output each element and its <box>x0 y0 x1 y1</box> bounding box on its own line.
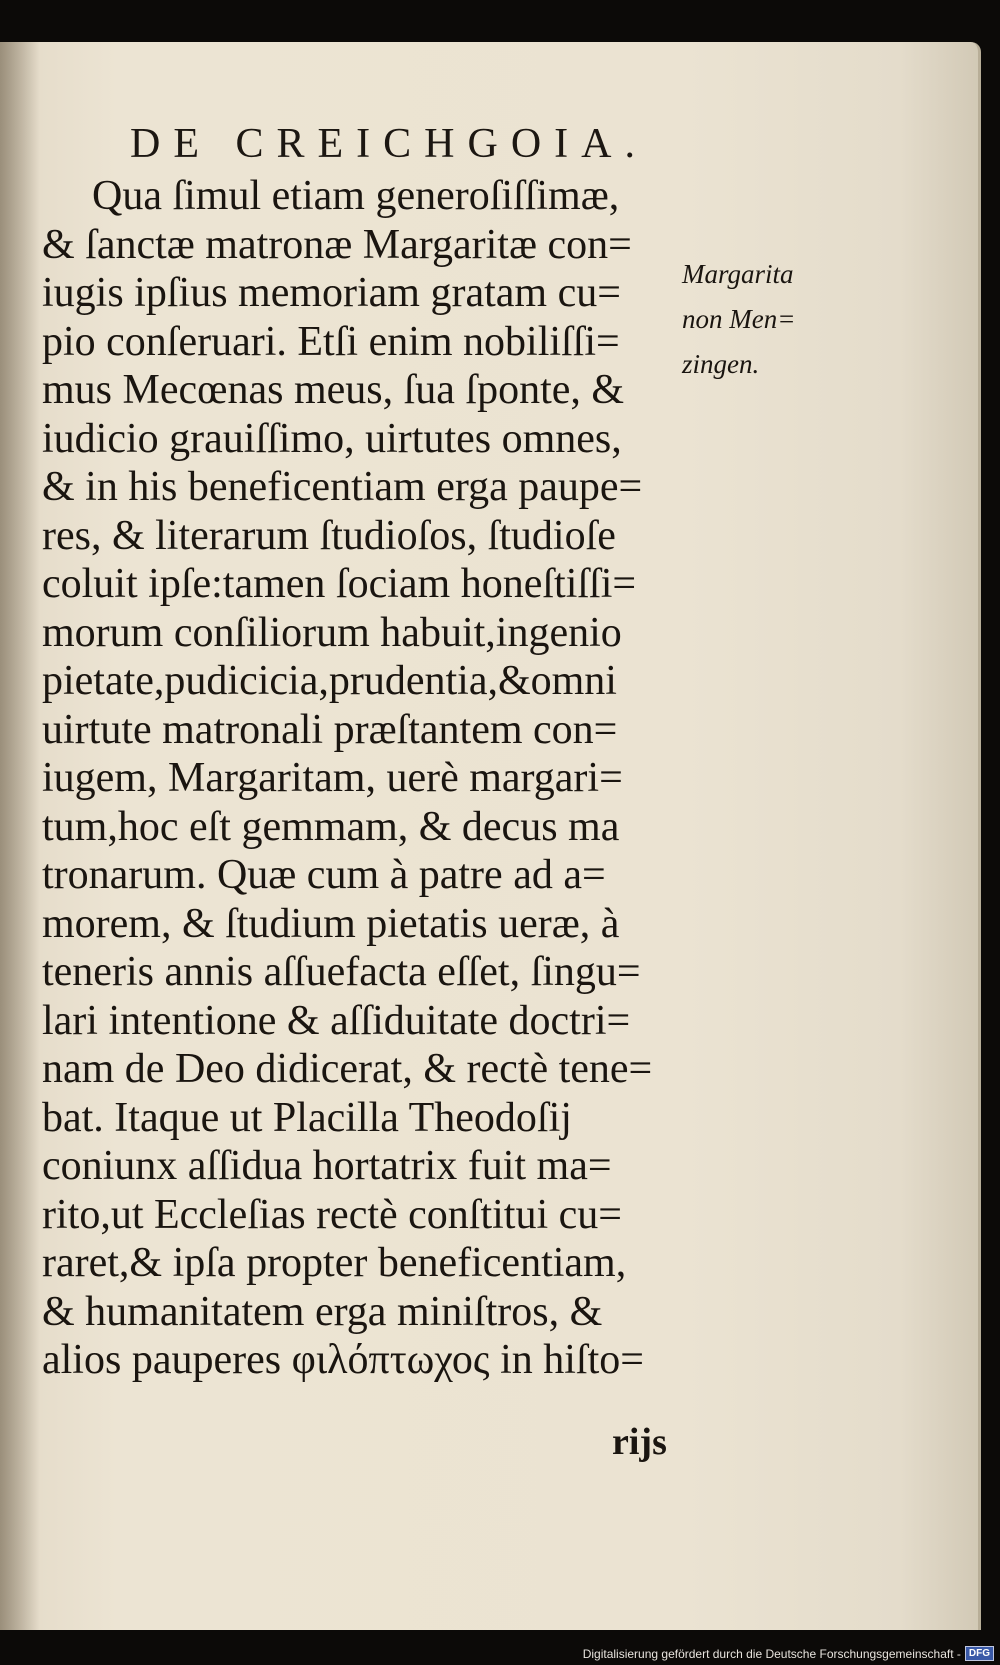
marginal-note-line: zingen. <box>682 349 760 379</box>
text-line: Qua ſimul etiam generoſiſſimæ, <box>92 173 620 219</box>
digitization-credit <box>583 1646 994 1661</box>
marginal-note <box>682 252 795 387</box>
text-line: bat. Itaque ut Placilla Theodoſij <box>42 1094 572 1141</box>
text-line: & humanitatem erga miniſtros, & <box>42 1288 603 1335</box>
text-line: mus Mecœnas meus, ſua ſponte, & <box>42 367 625 413</box>
credit-text: Digitalisierung gefördert durch die Deutsche Forschungsgemeinschaft - <box>582 1646 961 1661</box>
text-line: coluit ipſe:tamen ſociam honeſtiſſi= <box>42 561 637 607</box>
body-text <box>42 172 682 1385</box>
text-line: nam de Deo didicerat, & rectè tene= <box>42 1046 653 1092</box>
text-line: iugem, Margaritam, uerè margari= <box>42 755 623 801</box>
text-line: pietate,pudicicia,prudentia,&omni <box>42 658 617 704</box>
text-line: res, & literarum ſtudioſos, ſtudioſe <box>42 512 616 559</box>
text-line: & in his beneficentiam erga paupe= <box>42 464 643 510</box>
text-line: lari intentione & aſſiduitate doctri= <box>42 997 631 1044</box>
text-line: morem, & ſtudium pietatis ueræ, à <box>42 900 620 947</box>
running-header: DE CREICHGOIA. <box>130 121 648 167</box>
text-line: morum conſiliorum habuit,ingenio <box>42 609 622 656</box>
marginal-note-line: Margarita <box>682 259 794 289</box>
text-line: rito,ut Eccleſias rectè conſtitui cu= <box>42 1191 622 1238</box>
dfg-logo-icon: DFG <box>965 1646 994 1661</box>
text-line: tronarum. Quæ cum à patre ad a= <box>42 852 606 898</box>
text-line: iudicio grauiſſimo, uirtutes omnes, <box>42 415 622 462</box>
text-line: uirtute matronali præſtantem con= <box>42 706 618 753</box>
text-line: raret,& ipſa propter beneficentiam, <box>42 1240 627 1286</box>
marginal-note-line: non Men= <box>682 304 796 334</box>
text-line: alios pauperes φιλόπτωχος in hiſto= <box>42 1337 644 1383</box>
text-line: tum,hoc eſt gemmam, & decus ma <box>42 803 620 850</box>
book-page <box>0 42 981 1630</box>
catchword: rijs <box>612 1421 667 1463</box>
text-line: coniunx aſſidua hortatrix fuit ma= <box>42 1143 612 1189</box>
text-line: teneris annis aſſuefacta eſſet, ſingu= <box>42 949 641 995</box>
text-line: iugis ipſius memoriam gratam cu= <box>42 270 621 316</box>
text-line: pio conſeruari. Etſi enim nobiliſſi= <box>42 318 620 365</box>
text-line: & ſanctæ matronæ Margaritæ con= <box>42 221 632 268</box>
